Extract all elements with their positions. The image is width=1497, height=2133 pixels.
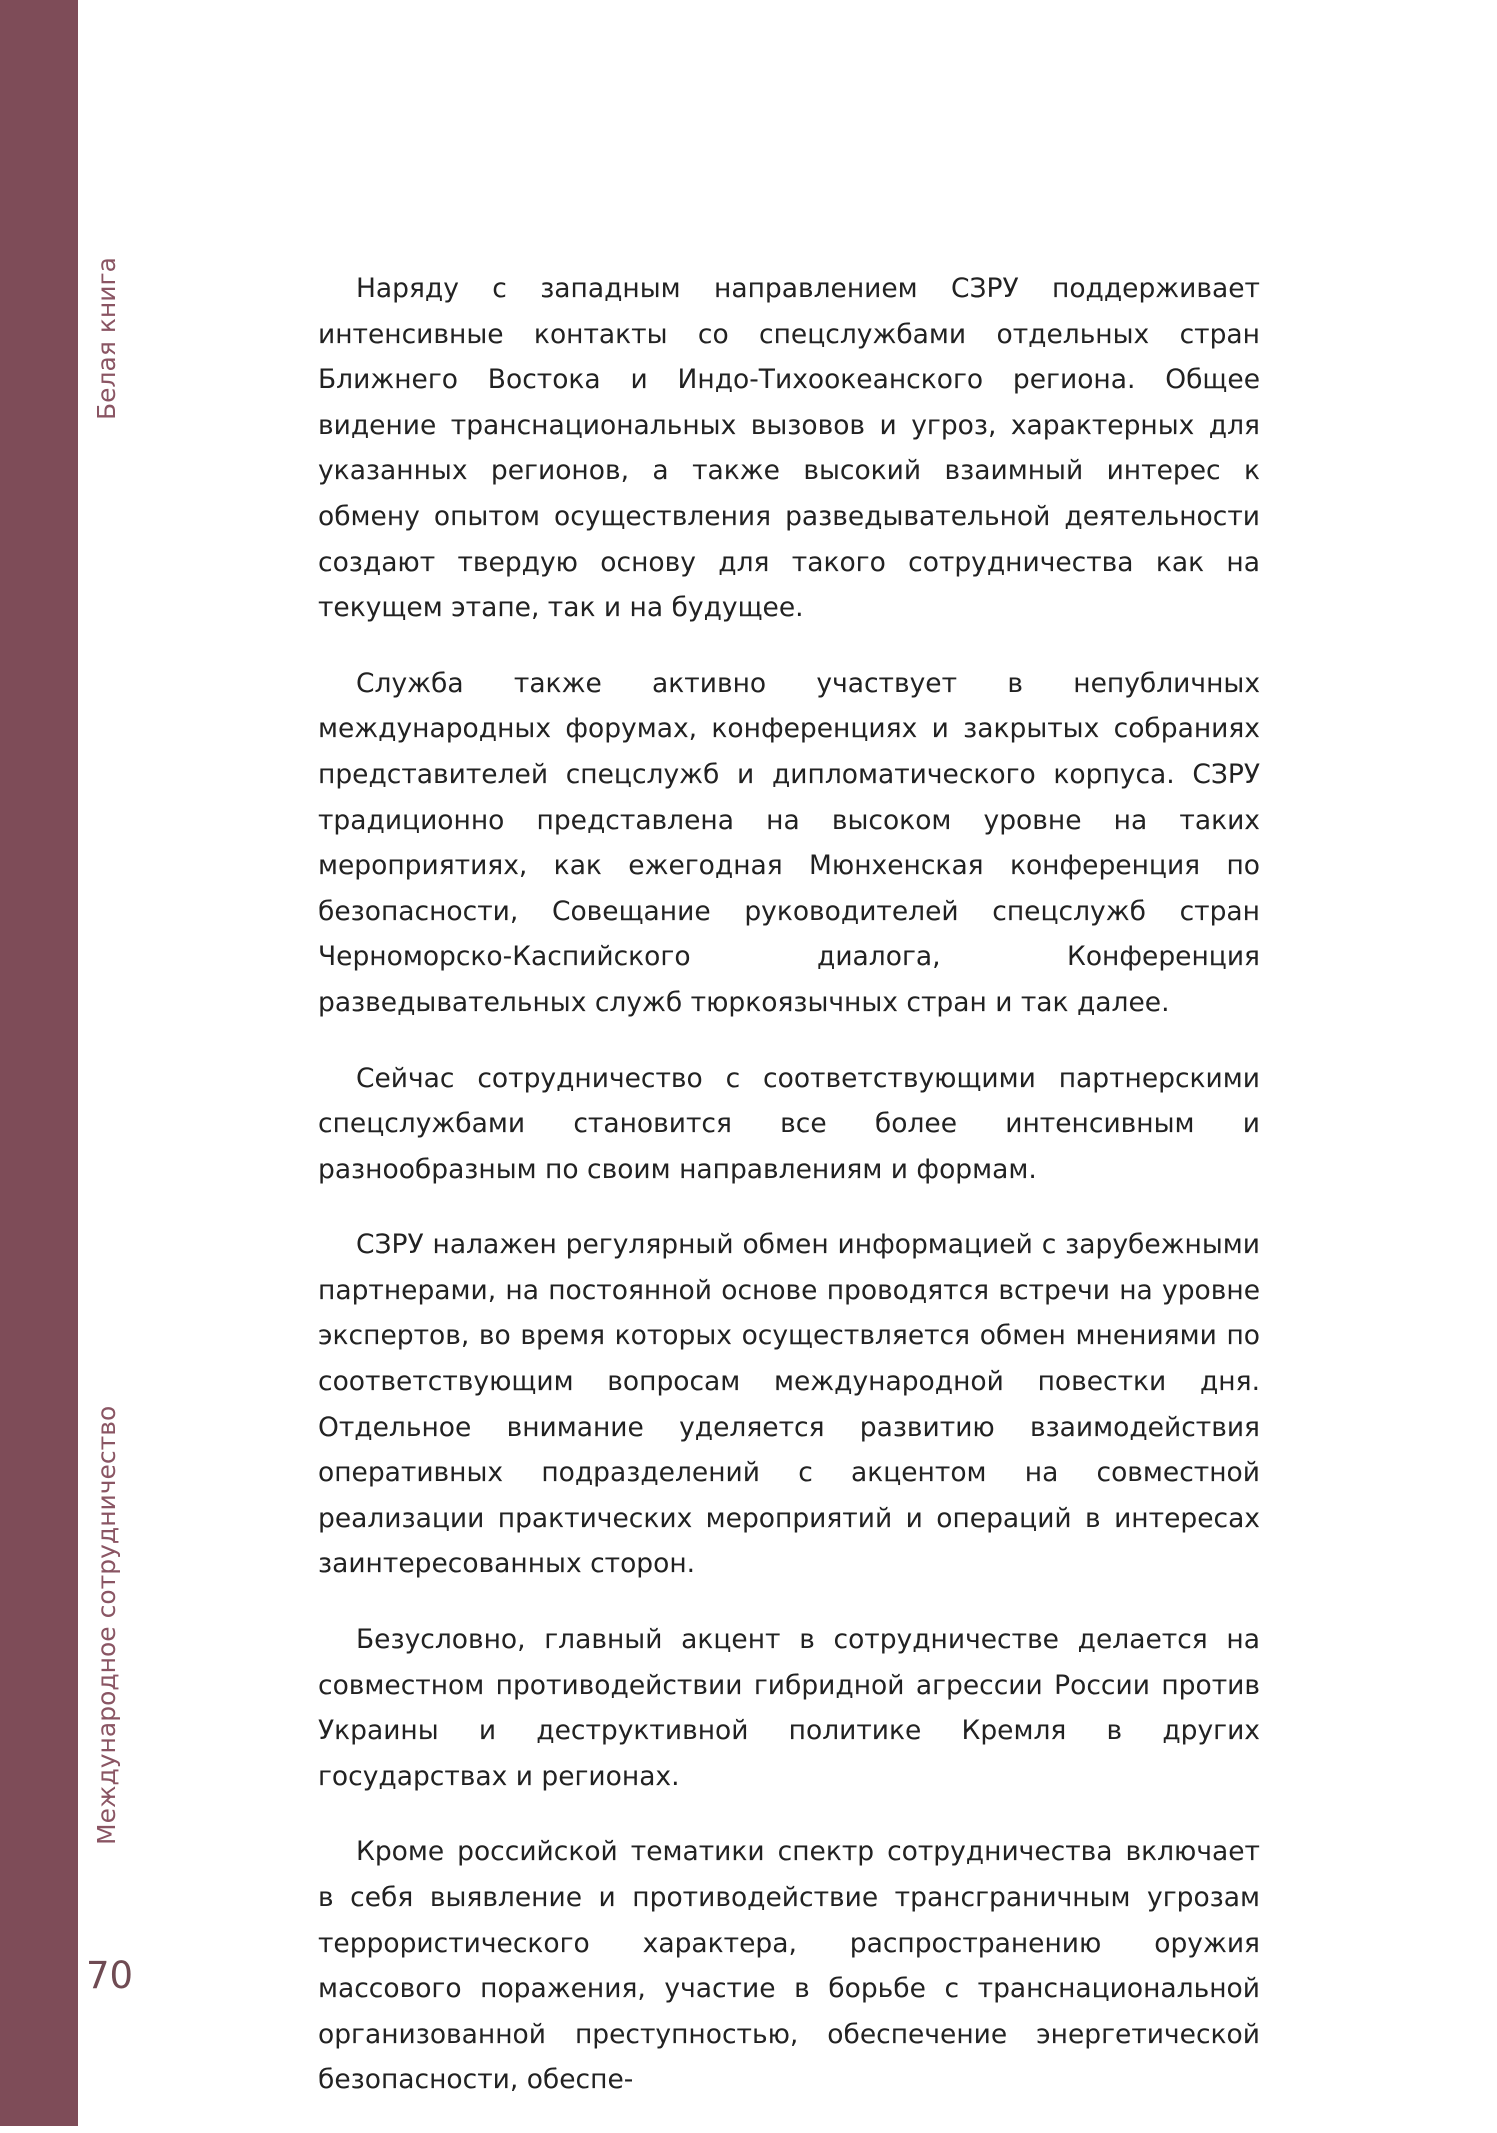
chapter-title: Международное сотрудничество	[92, 1405, 121, 1845]
margin-color-bar	[0, 0, 78, 2126]
paragraph: Наряду с западным направлением СЗРУ поддерживает интенсивные контакты со спецслужбами отдельных стран Ближнего Востока и Индо-Тихоокеанского региона. Общее видение транснациональных вызовов и угроз, характерных для указанных регионов, а также высокий взаимный интерес к обмену опытом осуществления разведывательной деятельности создают твердую основу для такого сотрудничества как на текущем этапе, так и на будущее.	[318, 273, 1260, 624]
body-text	[318, 266, 1260, 2133]
paragraph: Кроме российской тематики спектр сотрудничества включает в себя выявление и противодействие трансграничным угрозам террористического характера, распространению оружия массового поражения, участие в борьбе с транснациональной организованной преступностью, обеспечение энергетической безопасности, обеспе-	[318, 1836, 1260, 2096]
paragraph: Сейчас сотрудничество с соответствующими партнерскими спецслужбами становится все более интенсивным и разнообразным по своим направлениям и формам.	[318, 1062, 1260, 1185]
paragraph: СЗРУ налажен регулярный обмен информацией с зарубежными партнерами, на постоянной основе проводятся встречи на уровне экспертов, во время которых осуществляется обмен мнениями по соответствующим вопросам международной повестки дня. Отдельное внимание уделяется развитию взаимодействия оперативных подразделений с акцентом на совместной реализации практических мероприятий и операций в интересах заинтересованных сторон.	[318, 1229, 1260, 1580]
paragraph: Служба также активно участвует в непубличных международных форумах, конференциях и закрытых собраниях представителей спецслужб и дипломатического корпуса. СЗРУ традиционно представлена на высоком уровне на таких мероприятиях, как ежегодная Мюнхенская конференция по безопасности, Совещание руководителей спецслужб стран Черноморско-Каспийского диалога, Конференция разведывательных служб тюркоязычных стран и так далее.	[318, 667, 1260, 1018]
paragraph: Безусловно, главный акцент в сотрудничестве делается на совместном противодействии гибридной агрессии России против Украины и деструктивной политике Кремля в других государствах и регионах.	[318, 1624, 1260, 1792]
section-title: Белая книга	[92, 257, 121, 420]
page-number: 70	[86, 1954, 134, 1997]
